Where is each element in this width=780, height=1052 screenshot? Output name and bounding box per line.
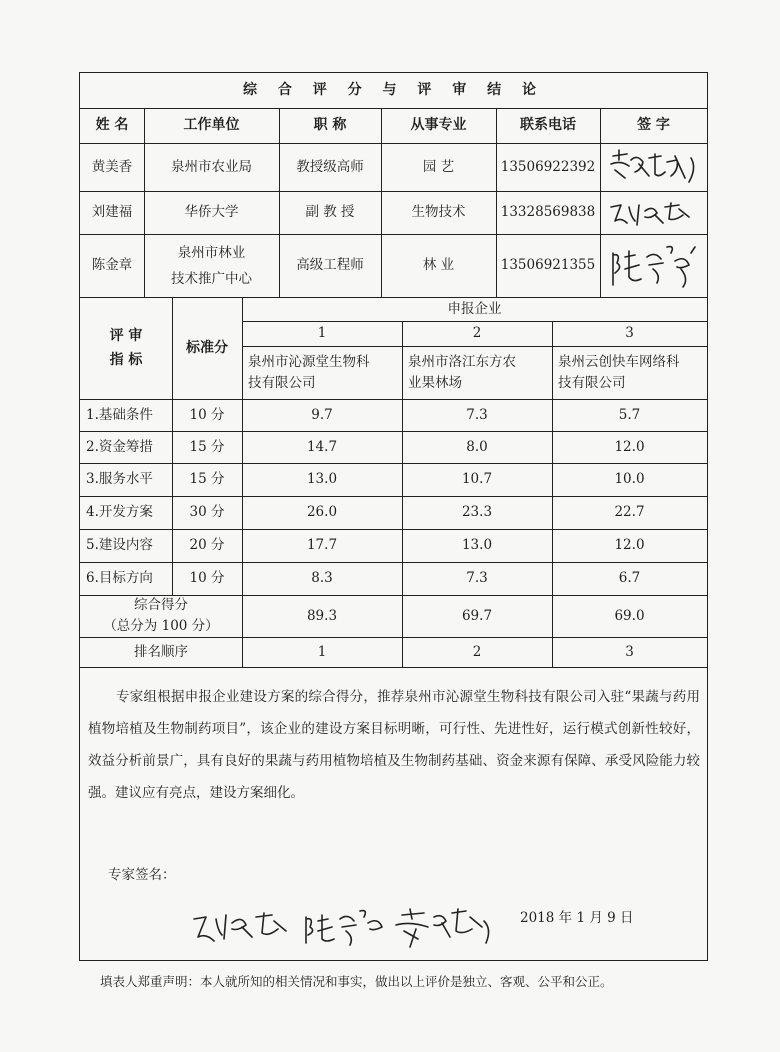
company-name-line2: 技有限公司	[558, 374, 626, 391]
indicator-label: 2.资金筹措	[86, 438, 153, 455]
signature-chen	[605, 239, 705, 295]
expert-title: 副 教 授	[305, 204, 355, 220]
expert-title: 教授级高师	[296, 158, 364, 175]
header-phone: 联系电话	[520, 117, 576, 133]
company-name	[242, 346, 402, 399]
total-label	[80, 595, 242, 637]
date: 2018 年 1 月 9 日	[520, 910, 634, 926]
company-name-line1: 泉州云创快车网络科	[558, 353, 680, 370]
total-value: 69.7	[461, 607, 493, 624]
score-value: 13.0	[461, 537, 493, 553]
std-header: 标准分	[186, 339, 228, 356]
score-value: 26.0	[306, 504, 338, 520]
company-group-header: 申报企业	[447, 300, 502, 317]
score-value: 23.3	[461, 504, 493, 520]
header-name: 姓 名	[95, 117, 129, 133]
indicator-header-line2: 指 标	[109, 352, 143, 368]
score-value: 8.0	[466, 438, 488, 455]
evaluation-form	[79, 72, 708, 961]
company-name	[402, 346, 552, 399]
std-score: 10 分	[189, 406, 225, 423]
score-value: 10.0	[614, 471, 645, 487]
expert-title: 高级工程师	[296, 257, 364, 273]
expert-major: 园 艺	[422, 158, 455, 175]
signature-liu	[605, 197, 700, 231]
indicator-label: 4.开发方案	[86, 504, 153, 520]
score-value: 13.0	[306, 471, 338, 487]
score-value: 12.0	[614, 537, 645, 553]
score-value: 8.3	[311, 570, 333, 586]
expert-unit: 泉州市农业局	[171, 158, 252, 175]
indicator-label: 5.建设内容	[86, 537, 153, 553]
expert-unit: 华侨大学	[184, 204, 239, 220]
expert-unit-line1: 泉州市林业	[177, 244, 246, 261]
expert-phone: 13328569838	[500, 204, 596, 220]
header-unit: 工作单位	[183, 117, 240, 133]
score-value: 10.7	[461, 471, 493, 487]
company-number: 1	[317, 325, 327, 341]
header-title: 职 称	[313, 117, 347, 133]
std-score: 10 分	[189, 570, 225, 586]
conclusion-text: 专家组根据申报企业建设方案的综合得分，推荐泉州市沁源堂生物科技有限公司入驻“果蔬与药用植物培植及生物制药项目”，该企业的建设方案目标明晰，可行性、先进性好，运行模式创新性较好，效益分析前景广，具有良好的果蔬与药用植物培植及生物制药基础、资金来源有保障、承受风险能力较强。建议应有亮点，建设方案细化。	[88, 689, 700, 801]
rank-value: 3	[625, 643, 634, 660]
header-sign: 签 字	[637, 117, 670, 133]
form-title: 综 合 评 分 与 评 审 结 论	[243, 82, 544, 98]
expert-major: 林 业	[422, 257, 455, 273]
expert-phone: 13506921355	[500, 257, 596, 273]
total-label-line1: 综合得分	[134, 597, 188, 613]
score-value: 7.3	[466, 406, 488, 423]
expert-phone: 13506922392	[500, 158, 596, 175]
expert-name: 刘建福	[91, 204, 133, 220]
std-score: 15 分	[189, 471, 225, 487]
company-number: 2	[472, 325, 482, 341]
company-name-line2: 技有限公司	[248, 374, 316, 391]
indicator-label: 3.服务水平	[86, 471, 153, 487]
expert-signatures	[188, 903, 508, 955]
indicator-label: 1.基础条件	[86, 406, 153, 423]
indicator-header	[80, 297, 172, 399]
total-label-line2: （总分为 100 分）	[103, 618, 219, 634]
signature-huang	[605, 148, 705, 188]
score-value: 6.7	[618, 570, 641, 586]
declaration-text: 填表人郑重声明：本人就所知的相关情况和事实，做出以上评价是独立、客观、公平和公正。	[100, 974, 613, 989]
company-number: 3	[625, 325, 634, 341]
rank-value: 1	[317, 643, 327, 660]
std-score: 30 分	[189, 504, 225, 520]
score-value: 22.7	[614, 504, 645, 520]
score-value: 9.7	[311, 406, 333, 423]
indicator-header-line1: 评 审	[109, 328, 143, 344]
company-name	[552, 346, 707, 399]
rank-value: 2	[472, 643, 482, 660]
rank-label: 排名顺序	[134, 643, 188, 660]
expert-unit	[144, 234, 279, 297]
expert-major: 生物技术	[411, 204, 466, 220]
score-value: 7.3	[466, 570, 488, 586]
total-value: 69.0	[614, 607, 645, 624]
expert-unit-line2: 技术推广中心	[171, 270, 252, 287]
total-value: 89.3	[306, 607, 338, 624]
score-value: 12.0	[614, 438, 645, 455]
std-score: 20 分	[189, 537, 225, 553]
score-value: 5.7	[618, 406, 641, 423]
company-name-line1: 泉州市沁源堂生物科	[248, 353, 370, 370]
indicator-label: 6.目标方向	[86, 570, 153, 586]
expert-signature-label: 专家签名：	[108, 867, 176, 883]
score-value: 14.7	[306, 438, 338, 455]
expert-name: 黄美香	[91, 158, 133, 175]
expert-name: 陈金章	[91, 257, 133, 273]
header-major: 从事专业	[410, 117, 467, 133]
score-value: 17.7	[306, 537, 338, 553]
company-name-line2: 业果林场	[408, 374, 462, 391]
std-score: 15 分	[189, 438, 225, 455]
company-name-line1: 泉州市洛江东方农	[408, 353, 516, 370]
